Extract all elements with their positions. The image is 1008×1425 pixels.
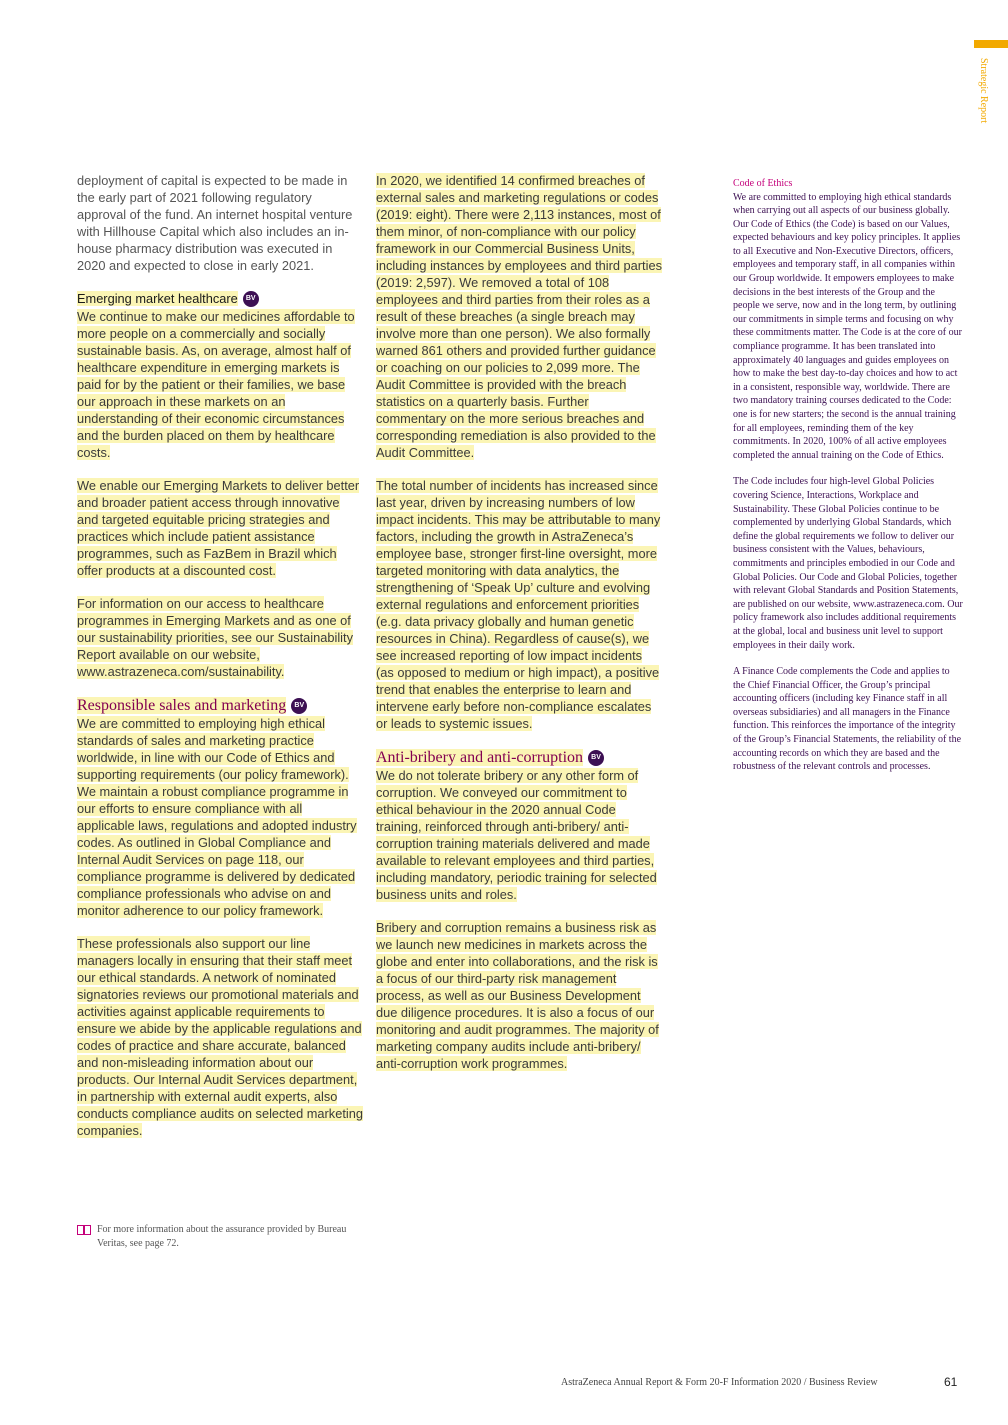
emerging-market-heading: Emerging market healthcare (77, 291, 238, 306)
code-paragraph-1: We are committed to employing high ethical standards when carrying out all aspects of our business globally. Our Code of Ethics (the Code) is based on our Values, expected behaviours and key policy principles. It applies to all Executive and Non-Executive Directors, officers, employees and temporary staff, in all companies within our Group worldwide. It empowers employees to make decisions in the best interests of the Group and the people we serve, now and in the long term, by outlining our commitments in simple terms and focusing on why these commitments matter. The Code is at the core of our compliance programme. It has been translated into approximately 40 languages and guides employees on how to make the best day-to-day choices and how to act in a consistent, responsible way, worldwide. There are two mandatory training courses dedicated to the Code: one is for new starters; the second is the annual training for all employees, reminding them of the key commitments. In 2020, 100% of all active employees completed the annual training on the Code of Ethics. (733, 191, 962, 461)
sales-paragraph-2: These professionals also support our line managers locally in ensuring that their staff meet our ethical standards. A network of nominated signatories reviews our promotional materials and activities against applicable requirements to ensure we abide by the applicable regulations and codes of practice and share accurate, balanced and non-misleading information about our products. Our Internal Audit Services department, in partnership with external audit experts, also conducts compliance audits on selected marketing companies. (77, 936, 363, 1138)
section-label: Strategic Report (978, 58, 989, 124)
code-paragraph-3: A Finance Code complements the Code and applies to the Chief Financial Officer, the Group’s principal accounting officers (including key Finance staff in all overseas subsidiaries) and all managers in the Finance function. This reinforces the importance of the integrity of the Group’s Financial Statements, the reliability of the accounting records on which they are based and the robustness of the relevant controls and processes. (733, 666, 962, 773)
bribery-heading-row (376, 748, 662, 767)
page-number: 61 (944, 1375, 958, 1389)
bribery-paragraph-1: We do not tolerate bribery or any other form of corruption. We conveyed our commitment to ethical behaviour in the 2020 annual Code training, reinforced through anti-bribery/ anti-corruption training materials delivered and made available to relevant employees and third parties, including mandatory, periodic training for selected business units and roles. (376, 768, 657, 902)
emerging-paragraph-2: We enable our Emerging Markets to deliver better and broader patient access through innovative and targeted equitable pricing strategies and practices which include patient assistance programmes, such as FazBem in Brazil which offer products at a discounted cost. (77, 478, 360, 578)
breaches-paragraph: In 2020, we identified 14 confirmed breaches of external sales and marketing regulations or codes (2019: eight). There were 2,113 instances, most of them minor, of non-compliance with our policy framework in our Commercial Business Units, including instances by employees and third parties (2019: 2,597). We removed a total of 108 employees and third parties from their roles as a result of these breaches (a single breach may involve more than one person). We also formally warned 861 others and provided further guidance or coaching on our policies to 2,099 more. The Audit Committee is provided with the breach statistics on a quarterly basis. Further commentary on the more serious breaches and corresponding remediation is also provided to the Audit Committee. (376, 173, 662, 460)
book-icon (77, 1225, 91, 1235)
bv-badge-icon: BV (291, 698, 307, 714)
incidents-paragraph: The total number of incidents has increased since last year, driven by increasing numbers of low impact incidents. This may be attributable to many factors, including the growth in AstraZeneca’s employee base, stronger first-line oversight, more targeted monitoring with data analytics, the strengthening of ‘Speak Up’ culture and evolving external regulations and enforcement priorities (e.g. data privacy globally and human genetic resources in China). Regardless of cause(s), we see increased reporting of low impact incidents (as opposed to medium or high impact), a positive trend that enables the enterprise to learn and intervene early before non-compliance escalates or leads to systemic issues. (376, 478, 661, 731)
anti-bribery-heading: Anti-bribery and anti-corruption (376, 749, 584, 766)
emerging-paragraph-3: For information on our access to healthcare programmes in Emerging Markets and as one of our sustainability priorities, see our Sustainability Report available on our website, www.astrazeneca.com/sustainability. (77, 596, 353, 679)
bv-badge-icon: BV (243, 291, 259, 307)
responsible-sales-heading: Responsible sales and marketing (77, 697, 287, 714)
assurance-note-text: For more information about the assurance provided by Bureau Veritas, see page 72. (97, 1224, 347, 1249)
sales-paragraph-1: We are committed to employing high ethical standards of sales and marketing practice worldwide, in line with our Code of Ethics and supporting requirements (our policy framework). We maintain a robust compliance programme in our efforts to ensure compliance with all applicable laws, regulations and adopted industry codes. As outlined in Global Compliance and Internal Audit Services on page 118, our compliance programme is delivered by dedicated compliance professionals who advise on and monitor adherence to our policy framework. (77, 716, 357, 918)
bribery-paragraph-2: Bribery and corruption remains a business risk as we launch new medicines in markets across the globe and enter into collaborations, and the risk is a focus of our third-party risk management process, as well as our Business Development due diligence procedures. It is also a focus of our monitoring and audit programmes. The majority of marketing company audits include anti-bribery/ anti-corruption work programmes. (376, 920, 659, 1071)
column-left (77, 172, 363, 1139)
intro-paragraph: deployment of capital is expected to be made in the early part of 2021 following regulatory approval of the fund. An internet hospital venture with Hillhouse Capital which also includes an in-house pharmacy distribution was executed in 2020 and expected to close in early 2021. (77, 173, 353, 273)
column-middle (376, 172, 662, 1072)
sales-heading-row (77, 696, 363, 715)
emerging-paragraph-1: We continue to make our medicines affordable to more people on a commercially and socially sustainable basis. As, on average, almost half of healthcare expenditure in emerging markets is paid for by the patient or their families, we base our approach in these markets on an understanding of their economic circumstances and the burden placed on them by healthcare costs. (77, 309, 355, 460)
assurance-note (77, 1223, 367, 1251)
footer-text: AstraZeneca Annual Report & Form 20-F Information 2020 / Business Review (561, 1377, 878, 1388)
section-tab-bar (974, 40, 1008, 48)
emerging-heading-row (77, 290, 363, 308)
code-of-ethics-title: Code of Ethics (733, 178, 793, 189)
bv-badge-icon: BV (588, 750, 604, 766)
code-paragraph-2: The Code includes four high-level Global Policies covering Science, Interactions, Workplace and Sustainability. These Global Policies continue to be complemented by underlying Global Standards, which define the global requirements we follow to deliver our business consistent with the Values, behaviours, commitments and principles embodied in our Code and Global Policies. Our Code and Global Policies, together with relevant Global Standards and Position Statements, are published on our website, www.astrazeneca.com. Our policy framework also includes additional requirements at the global, local and business unit level to support employees in their daily work. (733, 476, 963, 651)
column-sidebar (733, 172, 963, 774)
